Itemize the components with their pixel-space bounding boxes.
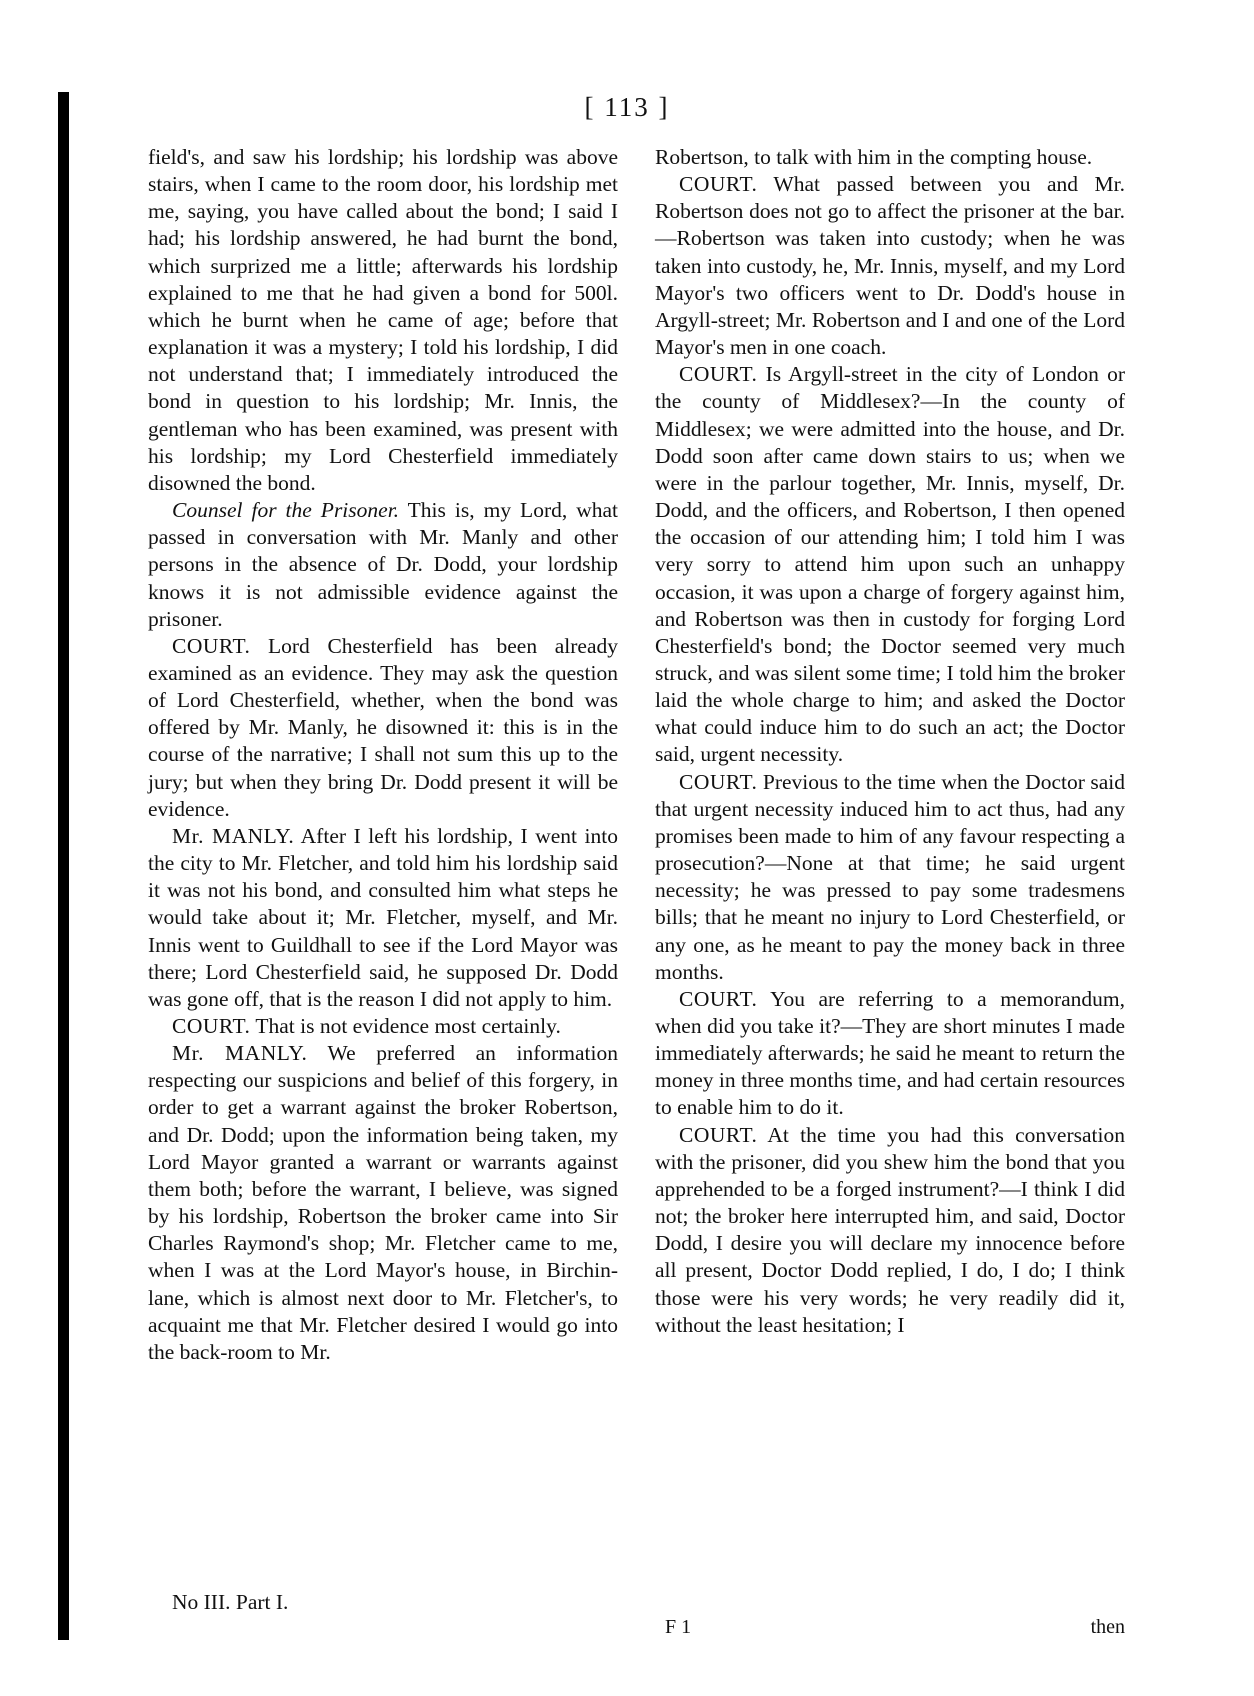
footer-signature-left: No III. Part I. [172,1590,289,1614]
speaker-label: Mr. MANLY. [172,1041,308,1066]
speaker-label: COURT. [679,362,758,387]
paragraph: Robertson, to talk with him in the compting house. [655,145,1093,169]
paragraph-text: After I left his lordship, I went into the city to Mr. Fletcher, and told him his lordship said it was not his bond, and consulted him what steps he would take about it; Mr. Fletcher, myself, and Mr. Innis went to Guildhall to see if the Lord Mayor was there; Lord Chesterfield said, he supposed Dr. Dodd was gone off, that is the reason I did not apply to him. [148,823,618,1011]
speaker-label: COURT. [172,1014,251,1038]
paragraph [148,1013,618,1040]
page-number: [ 113 ] [584,92,670,122]
speaker-label: COURT. [679,769,758,794]
paragraph [655,1122,1125,1339]
paragraph-text: Is Argyll-street in the city of London or the county of Middlesex?—In the county of Middlesex; we were admitted into the house, and Dr. Dodd soon after came down stairs to us; when we were in the parlour together, Mr. Innis, myself, Dr. Dodd, and the officers, and Robertson, I then opened the occasion of our attending him; I told him I was very sorry to attend him upon such an unhappy occasion, it was upon a charge of forgery against him, and Robertson was then in custody for forging Lord Chesterfield's bond; the Doctor seemed very much struck, and was silent some time; I told him the broker laid the whole charge to him; and asked the Doctor what could induce him to do such an act; the Doctor said, urgent necessity. [655,362,1125,767]
speaker-label: Counsel for the Prisoner. [172,498,400,523]
footer-catchline [655,1616,1125,1639]
paragraph [148,823,618,1013]
paragraph: field's, and saw his lordship; his lordship was above stairs, when I came to the room door, his lordship met me, saying, you have called about the bond; I said I had; his lordship answered, he had burnt the bond, which surprized me a little; afterwards his lordship explained to me that he had given a bond for 500l. which he burnt when he came of age; before that explanation it was a mystery; I told his lordship, I did not understand that; I immediately introduced the bond in question to his lordship; Mr. Innis, the gentleman who has been examined, was present with his lordship; my Lord Chesterfield immediately disowned the bond. [148,145,618,495]
paragraph-text: At the time you had this conversation with the prisoner, did you shew him the bond that you apprehended to be a forged instrument?—I think I did not; the broker here interrupted him, and said, Doctor Dodd, I desire you will declare my innocence before all present, Doctor Dodd replied, I do, I do; I think those were his very words; he very readily did it, without the least hesitation; I [655,1122,1125,1337]
paragraph [148,633,618,823]
right-column [655,144,1125,1339]
left-column [148,144,618,1366]
paragraph [655,769,1125,986]
paragraph [655,361,1125,768]
paragraph [148,497,618,633]
speaker-label: COURT. [679,1122,758,1147]
catchword: then [1090,1616,1125,1638]
paragraph-text: Previous to the time when the Doctor said that urgent necessity induced him to act thus, had any promises been made to him of any favour respecting a prosecution?—None at that time; he said urgent necessity; he was pressed to pay some tradesmens bills; that he meant no injury to Lord Chesterfield, or any one, as he meant to pay the money back in three months. [655,769,1125,984]
speaker-label: COURT. [679,986,758,1011]
paragraph-text: You are referring to a memorandum, when did you take it?—They are short minutes I made immediately afterwards; he said he meant to return the money in three months time, and had certain resources to enable him to do it. [655,986,1125,1120]
paragraph [148,1040,618,1366]
paragraph [655,986,1125,1122]
paragraph [655,171,1125,361]
speaker-label: COURT. [679,172,758,197]
speaker-label: COURT. [172,633,251,658]
signature-mark: F 1 [665,1616,692,1638]
paragraph-text: We preferred an information respecting our suspicions and belief of this forgery, in order to get a warrant against the broker Robertson, and Dr. Dodd; upon the information being taken, my Lord Mayor granted a warrant or warrants against them both; before the warrant, I believe, was signed by his lordship, Robertson the broker came into Sir Charles Raymond's shop; Mr. Fletcher came to me, when I was at the Lord Mayor's house, in Birchin-lane, which is almost next door to Mr. Fletcher's, to acquaint me that Mr. Fletcher desired I would go into the back-room to Mr. [148,1041,618,1364]
binding-edge [58,92,69,1640]
paragraph-text: Lord Chesterfield has been already examined as an evidence. They may ask the question of Lord Chesterfield, whether, when the bond was offered by Mr. Manly, he disowned it: this is in the course of the narrative; I shall not sum this up to the jury; but when they bring Dr. Dodd present it will be evidence. [148,633,618,821]
paragraph-text: That is not evidence most certainly. [250,1014,561,1038]
paragraph-text: What passed between you and Mr. Robertson does not go to affect the prisoner at the bar.—Robertson was taken into custody; when he was taken into custody, he, Mr. Innis, myself, and my Lord Mayor's two officers went to Dr. Dodd's house in Argyll-street; Mr. Robertson and I and one of the Lord Mayor's men in one coach. [655,172,1125,360]
speaker-label: Mr. MANLY. [172,823,295,848]
paragraph-text: This is, my Lord, what passed in conversation with Mr. Manly and other persons in the absence of Dr. Dodd, your lordship knows it is not admissible evidence against the prisoner. [148,498,619,631]
